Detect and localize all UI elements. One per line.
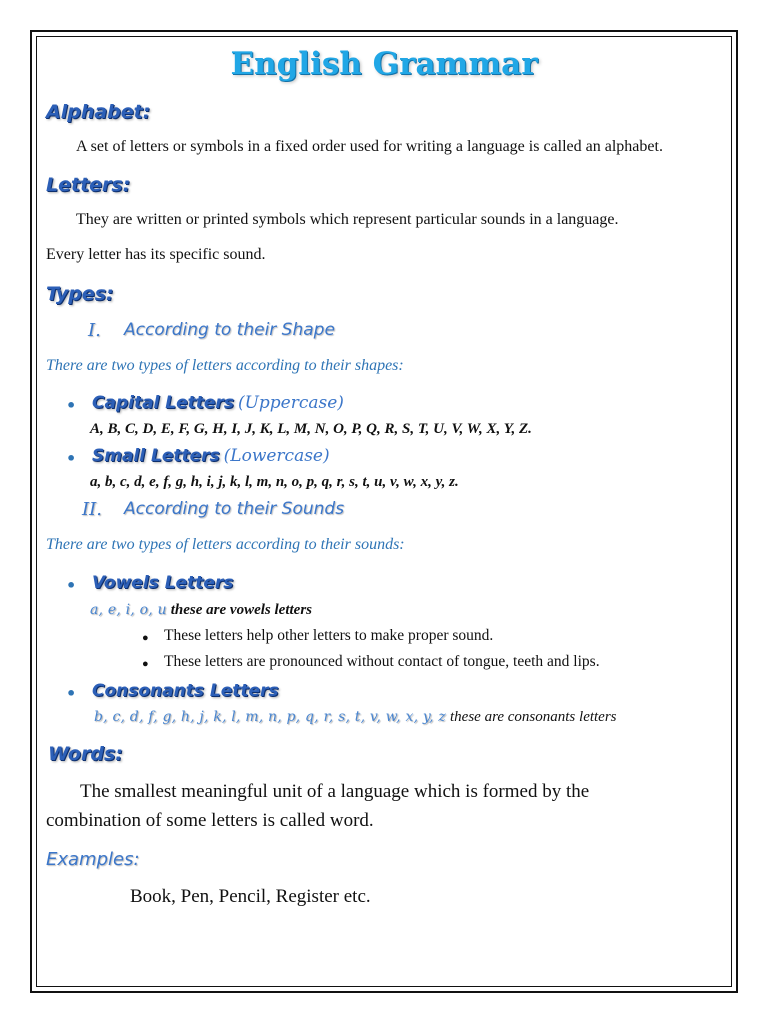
shape-subheading: According to their Shape (124, 320, 335, 340)
types-heading: Types: (46, 283, 114, 305)
capital-letters-label (92, 393, 344, 413)
small-letters-alt: (Lowercase) (223, 446, 330, 466)
shape-intro: There are two types of letters according to their shapes: (46, 357, 404, 374)
vowels-letters: a, e, i, o, u (90, 602, 167, 618)
letters-heading: Letters: (46, 174, 131, 196)
consonants-letters-name: Consonants Letters (92, 681, 279, 701)
bullet-dot: ● (142, 632, 149, 644)
consonants-note: these are consonants letters (450, 709, 617, 725)
bullet-dot: • (66, 396, 77, 415)
words-line-1: The smallest meaningful unit of a language which is formed by the (80, 781, 590, 802)
vowels-point-2: These letters are pronounced without contact of tongue, teeth and lips. (164, 653, 600, 670)
small-letters-list: a, b, c, d, e, f, g, h, i, j, k, l, m, n, o, p, q, r, s, t, u, v, w, x, y, z. (90, 474, 459, 490)
bullet-dot: • (66, 449, 77, 468)
capital-letters-list: A, B, C, D, E, F, G, H, I, J, K, L, M, N, O, P, Q, R, S, T, U, V, W, X, Y, Z. (90, 421, 532, 437)
letters-line-1: They are written or printed symbols which represent particular sounds in a language. (76, 211, 619, 228)
bullet-dot: • (66, 576, 77, 595)
vowels-letters-name: Vowels Letters (92, 573, 234, 593)
capital-letters-name: Capital Letters (92, 393, 234, 413)
shape-numeral: I. (88, 320, 101, 341)
sound-subheading: According to their Sounds (124, 499, 345, 519)
examples-text: Book, Pen, Pencil, Register etc. (130, 886, 371, 907)
vowels-point-1: These letters help other letters to make proper sound. (164, 627, 494, 644)
consonants-line (94, 708, 617, 726)
words-heading: Words: (48, 743, 123, 765)
bullet-dot: ● (142, 658, 149, 670)
alphabet-heading: Alphabet: (46, 101, 151, 123)
capital-letters-alt: (Uppercase) (237, 393, 344, 413)
sound-intro: There are two types of letters according to their sounds: (46, 536, 405, 553)
small-letters-name: Small Letters (92, 446, 220, 466)
sound-numeral: II. (82, 499, 102, 520)
page-title: English Grammar (230, 46, 538, 82)
small-letters-label (92, 446, 330, 466)
consonants-letters: b, c, d, f, g, h, j, k, l, m, n, p, q, r, s, t, v, w, x, y, z (94, 709, 447, 725)
examples-heading: Examples: (46, 849, 140, 870)
letters-line-2: Every letter has its specific sound. (46, 246, 266, 263)
words-line-2: combination of some letters is called word. (46, 810, 374, 831)
vowels-line (90, 601, 312, 619)
alphabet-definition: A set of letters or symbols in a fixed order used for writing a language is called an alphabet. (76, 138, 663, 155)
bullet-dot: • (66, 684, 77, 703)
vowels-note: these are vowels letters (170, 602, 312, 618)
